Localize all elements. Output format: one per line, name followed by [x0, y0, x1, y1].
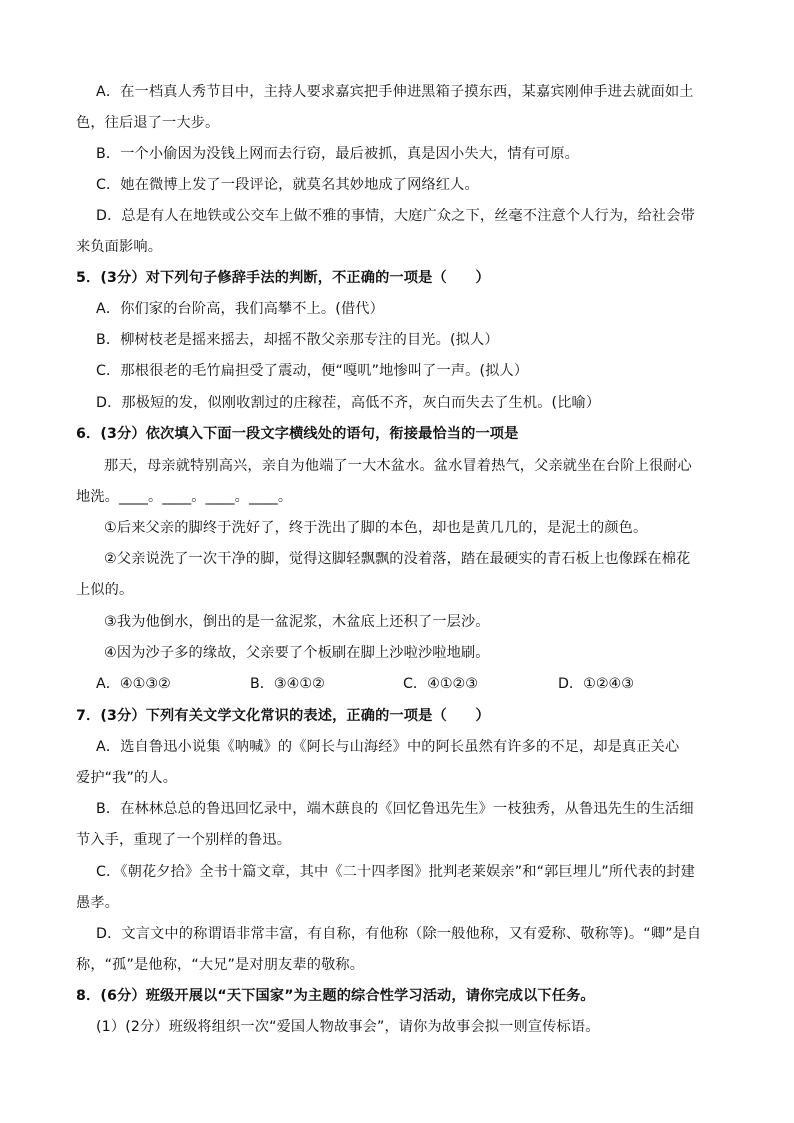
- q7-option-b-line2: 节入手，重现了一个别样的鲁迅。: [76, 832, 292, 848]
- q6-sentence-4: ④因为沙子多的缘故，父亲要了个板刷在脚上沙啦沙啦地刷。: [104, 645, 490, 661]
- q6-passage-line1: 那天，母亲就特别高兴，亲自为他端了一大木盆水。盆水冒着热气，父亲就坐在台阶上很耐心: [104, 458, 692, 474]
- q6-passage-line2: 地洗。____。____。____。____。: [76, 489, 293, 505]
- q4-option-d-line1: D．总是有人在地铁或公交车上做不雅的事情，大庭广众之下，丝毫不注意个人行为，给社会带: [96, 208, 695, 224]
- q4-option-a-line1: A．在一档真人秀节目中，主持人要求嘉宾把手伸进黑箱子摸东西，某嘉宾刚伸手进去就面如土: [96, 84, 694, 100]
- q6-sentence-2-line1: ②父亲说洗了一次干净的脚，觉得这脚轻飘飘的没着落，踏在最硬实的青石板上也像踩在棉花: [104, 551, 691, 567]
- q5-stem: 5．(3分）对下列句子修辞手法的判断，不正确的一项是（ ）: [76, 270, 490, 286]
- q5-option-b: B．柳树枝老是摇来摇去，却摇不散父亲那专注的目光。(拟人）: [96, 332, 499, 348]
- q4-option-b: B．一个小偷因为没钱上网而去行窃，最后被抓，真是因小失大，情有可原。: [96, 146, 580, 162]
- q5-option-d: D．那极短的发，似刚收割过的庄稼茬，高低不齐，灰白而失去了生机。(比喻）: [96, 395, 601, 411]
- q7-option-a-line1: A．选自鲁迅小说集《呐喊》的《阿长与山海经》中的阿长虽然有许多的不足，却是真正关心: [96, 739, 680, 755]
- q5-option-a: A．你们家的台阶高，我们高攀不上。(借代）: [96, 301, 384, 317]
- q6-sentence-2-line2: 上似的。: [76, 582, 134, 598]
- q8-subquestion-1: (1）(2分）班级将组织一次“爱国人物故事会”，请你为故事会拟一则宣传标语。: [96, 1019, 600, 1035]
- q6-option-c: C．④①②③: [403, 676, 478, 692]
- q6-option-a: A．④①③②: [96, 676, 171, 692]
- q4-option-c: C．她在微博上发了一段评论，就莫名其妙地成了网络红人。: [96, 177, 479, 193]
- q6-stem: 6．(3分）依次填入下面一段文字横线处的语句，衔接最恰当的一项是: [76, 426, 519, 442]
- q6-option-d: D．①②④③: [558, 676, 634, 692]
- q7-option-a-line2: 爱护“我”的人。: [76, 770, 178, 786]
- q7-option-d-line2: 称，“孤”是他称，“大兄”是对朋友辈的敬称。: [76, 957, 365, 973]
- q6-sentence-3: ③我为他倒水，倒出的是一盆泥浆，木盆底上还积了一层沙。: [104, 614, 490, 630]
- q4-option-d-line2: 来负面影响。: [76, 239, 163, 255]
- q7-option-c-line1: C．《朝花夕拾》全书十篇文章，其中《二十四孝图》批判老莱娱亲”和“郭巨埋儿”所代表的封建: [96, 864, 695, 880]
- q7-option-d-line1: D．文言文中的称谓语非常丰富，有自称，有他称（除一般他称，又有爱称、敬称等)。“卿”是自: [96, 926, 702, 942]
- q6-sentence-1: ①后来父亲的脚终于洗好了，终于洗出了脚的本色，却也是黄几几的，是泥土的颜色。: [104, 520, 648, 536]
- q5-option-c: C．那根很老的毛竹扁担受了震动，便“嘎叽”地惨叫了一声。(拟人）: [96, 363, 529, 379]
- q8-stem: 8．(6分）班级开展以“天下国家”为主题的综合性学习活动，请你完成以下任务。: [76, 988, 595, 1004]
- q4-option-a-line2: 色，往后退了一大步。: [76, 115, 220, 131]
- q7-option-b-line1: B．在林林总总的鲁迅回忆录中，端木蕻良的《回忆鲁迅先生》一枝独秀，从鲁迅先生的生活细: [96, 801, 694, 817]
- q7-stem: 7．(3分）下列有关文学文化常识的表述，正确的一项是（ ）: [76, 708, 490, 724]
- q7-option-c-line2: 愚孝。: [76, 895, 120, 911]
- q6-option-b: B．③④①②: [250, 676, 325, 692]
